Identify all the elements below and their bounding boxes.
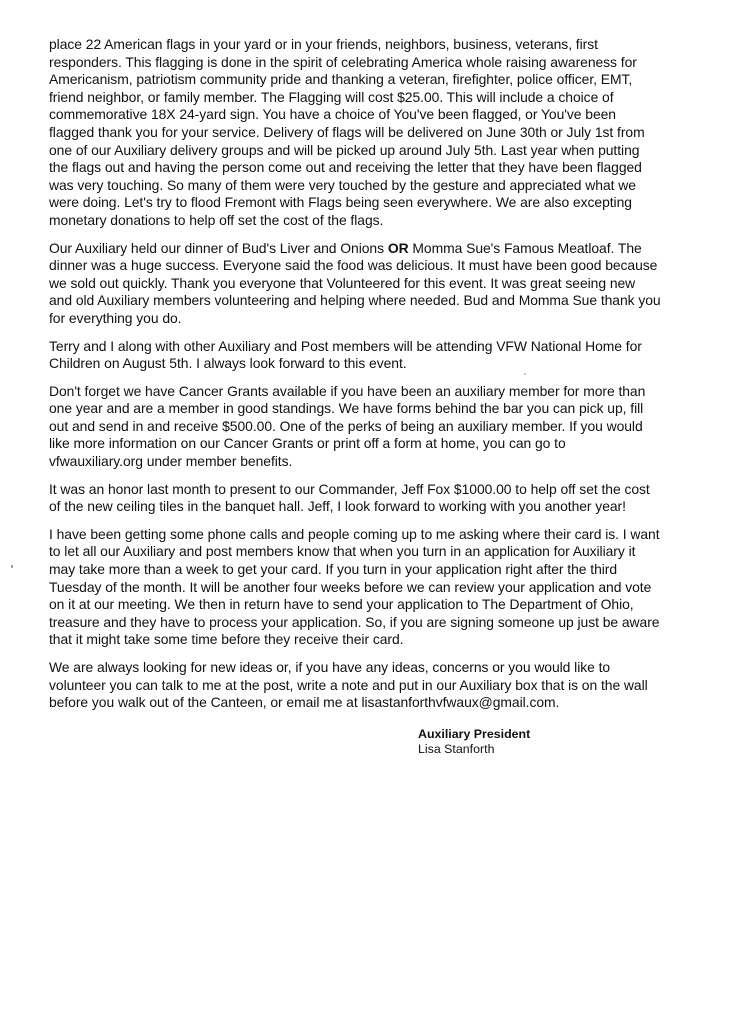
paragraph-flagging: place 22 American flags in your yard or in your friends, neighbors, business, veterans, first responders. This flagging is done in the spirit of celebrating America whole raising awareness for Americanism, patriotism community pride and thanking a veteran, firefighter, police officer, EMT, friend neighbor, or family member. The Flagging will cost $25.00. This will include a choice of commemorative 18X 24-yard sign. You have a choice of You've been flagged, or You've been flagged thank you for your service. Delivery of flags will be delivered on June 30th or July 1st from one of our Auxiliary delivery groups and will be picked up around July 5th. Last year when putting the flags out and having the person come out and receiving the letter that they have been flagged was very touching. So many of them were very touched by the gesture and appreciated what we were doing. Let's try to flood Fremont with Flags being seen everywhere. We are also excepting monetary donations to help off set the cost of the flags. <box>49 36 645 228</box>
signature-name: Lisa Stanforth <box>418 742 495 756</box>
letter-body <box>49 36 709 722</box>
signature-block <box>418 727 530 757</box>
paragraph-membership-cards: I have been getting some phone calls and people coming up to me asking where their card is. I want to let all our Auxiliary and post members know that when you turn in an application for Auxiliary it may take more than a week to get your card. If you turn in your application right after the third Tuesday of the month. It will be another four weeks before we can review your application and vote on it at our meeting. We then in return have to send your application to The Department of Ohio, treasure and they have to process your application. So, if you are signing someone up just be aware that it might take some time before they receive their card. <box>49 525 660 648</box>
paragraph-commander: It was an honor last month to present to our Commander, Jeff Fox $1000.00 to help off set the cost of the new ceiling tiles in the banquet hall. Jeff, I look forward to working with you another year! <box>49 480 650 515</box>
scan-speck <box>11 565 13 568</box>
paragraph-cancer-grants: Don't forget we have Cancer Grants available if you have been an auxiliary member for more than one year and are a member in good standings. We have forms behind the bar you can pick up, fill out and send in and receive $500.00. One of the perks of being an auxiliary member. If you would like more information on our Cancer Grants or print off a form at home, you can go to vfwauxiliary.org under member benefits. <box>49 382 646 470</box>
dinner-text-after: Momma Sue's Famous Meatloaf. The dinner was a huge success. Everyone said the food was delicious. It must have been good because we sold out quickly. Thank you everyone that Volunteered for this event. It was great seeing new and old Auxiliary members volunteering and helping where needed. Bud and Momma Sue thank you for everything you do. <box>49 239 661 326</box>
paragraph-dinner <box>49 240 709 328</box>
paragraph-new-ideas: We are always looking for new ideas or, if you have any ideas, concerns or you would like to volunteer you can talk to me at the post, write a note and put in our Auxiliary box that is on the wall before you walk out of the Canteen, or email me at lisastanforthvfwaux@gmail.com. <box>49 659 648 711</box>
signature-title: Auxiliary President <box>418 727 531 741</box>
dinner-text-bold: OR <box>387 239 409 256</box>
dinner-text-before: Our Auxiliary held our dinner of Bud's Liver and Onions <box>49 239 388 256</box>
scan-speck <box>524 373 526 375</box>
paragraph-national-home: Terry and I along with other Auxiliary and Post members will be attending VFW National Home for Children on August 5th. I always look forward to this event. <box>49 337 642 372</box>
